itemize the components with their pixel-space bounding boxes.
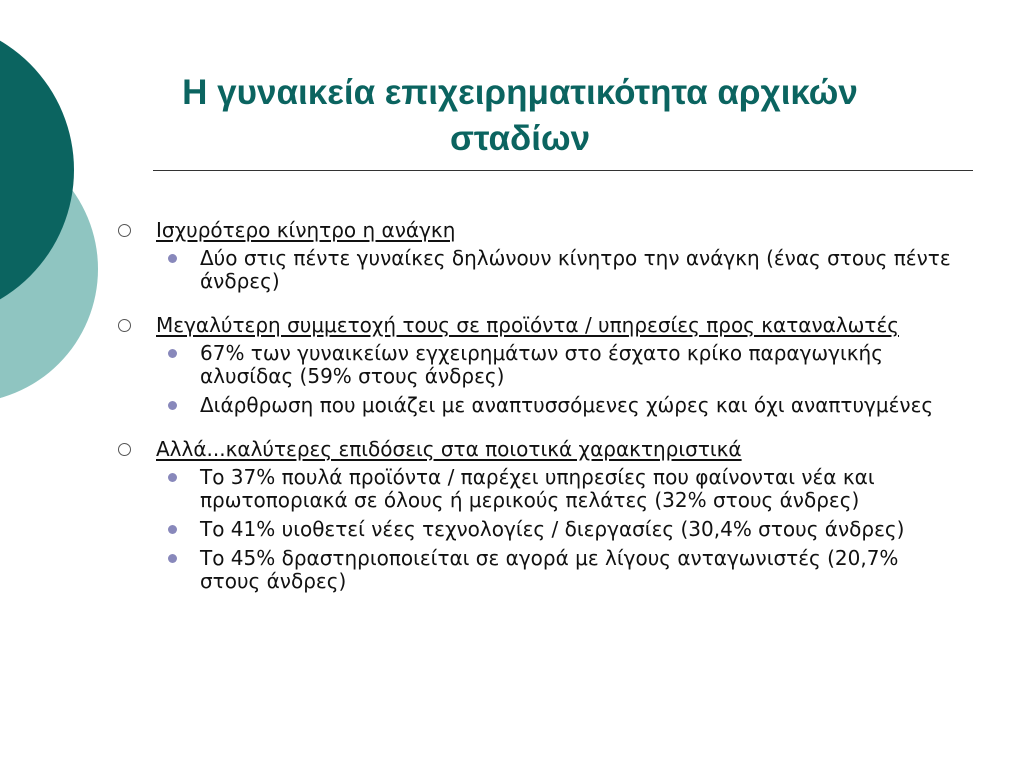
bullet-text: Διάρθρωση που μοιάζει με αναπτυσσόμενες χώρες και όχι αναπτυγμένες: [200, 393, 934, 417]
bullet-level2: [168, 466, 998, 512]
section-heading: Αλλά...καλύτερες επιδόσεις στα ποιοτικά χαρακτηριστικά: [156, 437, 742, 461]
bullet-level1: [118, 218, 998, 242]
section-consumer-products: [118, 313, 998, 417]
title-divider: [153, 170, 973, 171]
dot-bullet-icon: [168, 525, 177, 534]
dot-bullet-icon: [168, 349, 177, 358]
dot-bullet-icon: [168, 473, 177, 482]
bullet-level2: [168, 342, 998, 388]
bullet-level2: [168, 518, 998, 541]
section-heading: Μεγαλύτερη συμμετοχή τους σε προϊόντα / υπηρεσίες προς καταναλωτές: [156, 313, 899, 337]
hollow-circle-bullet-icon: [118, 224, 131, 237]
slide-title: Η γυναικεία επιχειρηματικότητα αρχικών σταδίων: [182, 73, 858, 158]
dot-bullet-icon: [168, 401, 177, 410]
hollow-circle-bullet-icon: [118, 319, 131, 332]
bullet-text: 67% των γυναικείων εγχειρημάτων στο έσχατο κρίκο παραγωγικής αλυσίδας (59% στους άνδρες): [200, 341, 883, 388]
bullet-level1: [118, 313, 998, 337]
section-quality-performance: [118, 437, 998, 593]
bullet-level2: [168, 394, 998, 417]
bullet-text: Δύο στις πέντε γυναίκες δηλώνουν κίνητρο την ανάγκη (ένας στους πέντε άνδρες): [200, 246, 951, 293]
bullet-text: Το 41% υιοθετεί νέες τεχνολογίες / διεργασίες (30,4% στους άνδρες): [200, 517, 905, 541]
dot-bullet-icon: [168, 554, 177, 563]
bullet-level2: [168, 247, 998, 293]
section-need-motive: [118, 218, 998, 293]
bullet-text: Το 45% δραστηριοποιείται σε αγορά με λίγους ανταγωνιστές (20,7% στους άνδρες): [200, 546, 899, 593]
section-heading: Ισχυρότερο κίνητρο η ανάγκη: [156, 218, 456, 242]
bullet-level2: [168, 547, 998, 593]
bullet-level1: [118, 437, 998, 461]
hollow-circle-bullet-icon: [118, 443, 131, 456]
dot-bullet-icon: [168, 254, 177, 263]
slide-content: [118, 218, 998, 613]
bullet-text: Το 37% πουλά προϊόντα / παρέχει υπηρεσίες που φαίνονται νέα και πρωτοποριακά σε όλους ή μερικούς πελάτες (32% στους άνδρες): [200, 465, 875, 512]
